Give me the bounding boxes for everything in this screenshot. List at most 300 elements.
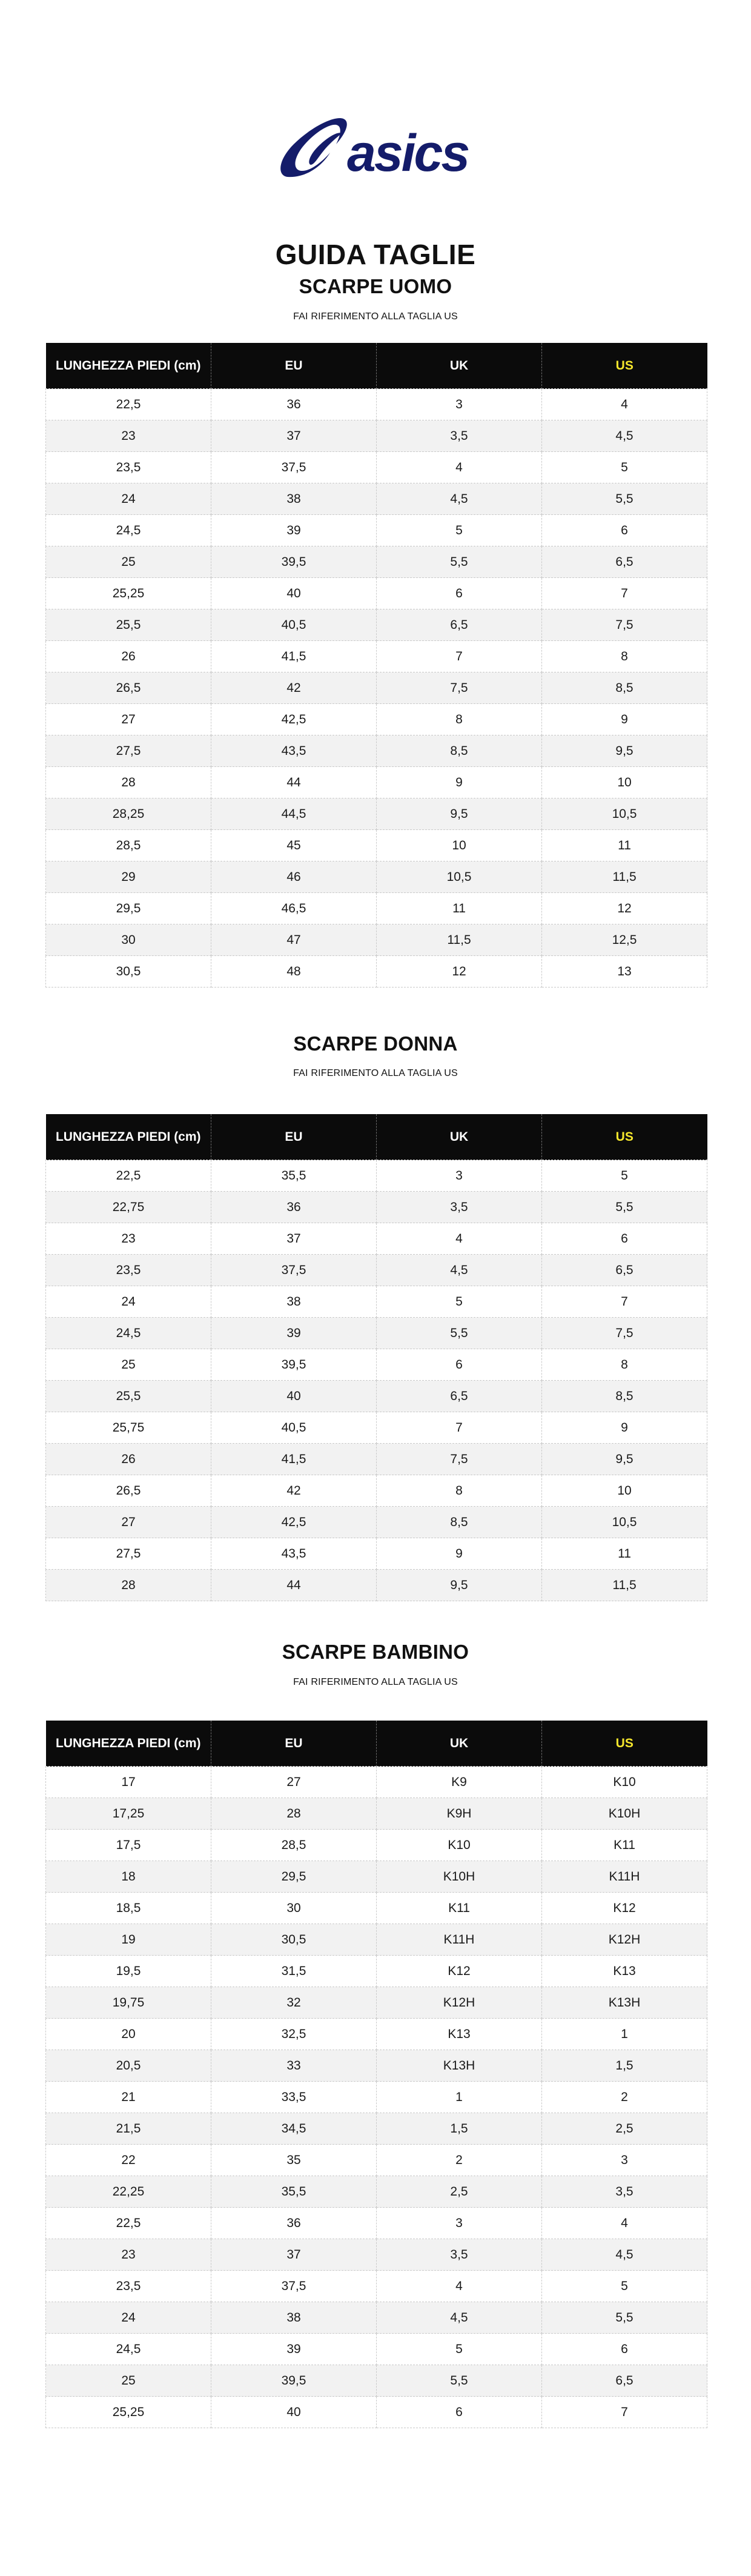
us-cell: K13H xyxy=(542,1987,707,2019)
eu-cell: 42,5 xyxy=(211,1507,377,1538)
uk-cell: 6,5 xyxy=(377,1381,542,1412)
uk-cell: K9 xyxy=(377,1767,542,1798)
uk-cell: 10 xyxy=(377,830,542,861)
uk-cell: 8 xyxy=(377,1475,542,1507)
table-row xyxy=(46,1893,707,1924)
us-cell: 7 xyxy=(542,578,707,609)
eu-cell: 42 xyxy=(211,672,377,704)
us-cell: K10H xyxy=(542,1798,707,1830)
table-row xyxy=(46,1538,707,1570)
us-cell: 3 xyxy=(542,2145,707,2176)
eu-cell: 39,5 xyxy=(211,2365,377,2397)
women-section-subtitle: FAI RIFERIMENTO ALLA TAGLIA US xyxy=(293,1068,458,1078)
table-row xyxy=(46,1475,707,1507)
men-section-subtitle: FAI RIFERIMENTO ALLA TAGLIA US xyxy=(293,311,458,322)
eu-cell: 35,5 xyxy=(211,2176,377,2208)
us-cell: 10 xyxy=(542,1475,707,1507)
foot-length-cell: 23,5 xyxy=(46,2271,211,2302)
foot-length-cell: 26 xyxy=(46,641,211,672)
us-cell: 9 xyxy=(542,1412,707,1444)
table-row xyxy=(46,1223,707,1255)
table-row xyxy=(46,2113,707,2145)
foot-length-cell: 22,5 xyxy=(46,389,211,420)
us-cell: 4,5 xyxy=(542,420,707,452)
us-cell: 1 xyxy=(542,2019,707,2050)
table-row xyxy=(46,1987,707,2019)
uk-cell: 7 xyxy=(377,1412,542,1444)
women-size-table xyxy=(45,1114,707,1601)
uk-cell: K10H xyxy=(377,1861,542,1893)
header-eu: EU xyxy=(211,343,377,389)
us-cell: 3,5 xyxy=(542,2176,707,2208)
us-cell: 10,5 xyxy=(542,1507,707,1538)
foot-length-cell: 26 xyxy=(46,1444,211,1475)
table-row xyxy=(46,1381,707,1412)
header-us: US xyxy=(542,1114,707,1160)
eu-cell: 44,5 xyxy=(211,798,377,830)
eu-cell: 39 xyxy=(211,1318,377,1349)
eu-cell: 41,5 xyxy=(211,1444,377,1475)
table-row xyxy=(46,1286,707,1318)
table-row xyxy=(46,578,707,609)
us-cell: 8,5 xyxy=(542,1381,707,1412)
us-cell: 6 xyxy=(542,1223,707,1255)
eu-cell: 44 xyxy=(211,767,377,798)
eu-cell: 32,5 xyxy=(211,2019,377,2050)
us-cell: 5,5 xyxy=(542,2302,707,2334)
eu-cell: 39 xyxy=(211,515,377,546)
page-title: GUIDA TAGLIE xyxy=(275,239,476,270)
eu-cell: 30 xyxy=(211,1893,377,1924)
us-cell: 4 xyxy=(542,389,707,420)
foot-length-cell: 17,5 xyxy=(46,1830,211,1861)
foot-length-cell: 24,5 xyxy=(46,2334,211,2365)
women-table-body xyxy=(46,1160,707,1601)
eu-cell: 36 xyxy=(211,1192,377,1223)
us-cell: 7 xyxy=(542,1286,707,1318)
foot-length-cell: 28 xyxy=(46,767,211,798)
table-row xyxy=(46,641,707,672)
eu-cell: 37,5 xyxy=(211,2271,377,2302)
table-row xyxy=(46,2271,707,2302)
table-row xyxy=(46,483,707,515)
foot-length-cell: 24 xyxy=(46,2302,211,2334)
table-row xyxy=(46,1192,707,1223)
eu-cell: 36 xyxy=(211,2208,377,2239)
table-row xyxy=(46,672,707,704)
us-cell: 5,5 xyxy=(542,1192,707,1223)
uk-cell: 11 xyxy=(377,893,542,925)
us-cell: 4,5 xyxy=(542,2239,707,2271)
uk-cell: 6 xyxy=(377,578,542,609)
eu-cell: 31,5 xyxy=(211,1956,377,1987)
table-row xyxy=(46,861,707,893)
us-cell: 8,5 xyxy=(542,672,707,704)
asics-logo xyxy=(0,113,751,182)
eu-cell: 43,5 xyxy=(211,735,377,767)
table-row xyxy=(46,2019,707,2050)
table-row xyxy=(46,1956,707,1987)
men-table-body xyxy=(46,389,707,988)
foot-length-cell: 17 xyxy=(46,1767,211,1798)
women-section-title: SCARPE DONNA xyxy=(293,1032,458,1055)
eu-cell: 46 xyxy=(211,861,377,893)
us-cell: 13 xyxy=(542,956,707,988)
eu-cell: 32 xyxy=(211,1987,377,2019)
uk-cell: 1,5 xyxy=(377,2113,542,2145)
foot-length-cell: 26,5 xyxy=(46,1475,211,1507)
eu-cell: 37 xyxy=(211,1223,377,1255)
uk-cell: 1 xyxy=(377,2082,542,2113)
uk-cell: 9 xyxy=(377,767,542,798)
foot-length-cell: 27,5 xyxy=(46,1538,211,1570)
foot-length-cell: 25 xyxy=(46,2365,211,2397)
table-row xyxy=(46,925,707,956)
us-cell: 8 xyxy=(542,1349,707,1381)
table-row xyxy=(46,956,707,988)
table-row xyxy=(46,1349,707,1381)
eu-cell: 37 xyxy=(211,420,377,452)
us-cell: K11H xyxy=(542,1861,707,1893)
uk-cell: 3,5 xyxy=(377,420,542,452)
eu-cell: 30,5 xyxy=(211,1924,377,1956)
table-row xyxy=(46,389,707,420)
eu-cell: 42 xyxy=(211,1475,377,1507)
uk-cell: 9,5 xyxy=(377,798,542,830)
table-row xyxy=(46,2208,707,2239)
eu-cell: 40,5 xyxy=(211,1412,377,1444)
foot-length-cell: 29,5 xyxy=(46,893,211,925)
eu-cell: 29,5 xyxy=(211,1861,377,1893)
foot-length-cell: 28,5 xyxy=(46,830,211,861)
table-row xyxy=(46,1318,707,1349)
eu-cell: 42,5 xyxy=(211,704,377,735)
uk-cell: 4,5 xyxy=(377,2302,542,2334)
us-cell: 11 xyxy=(542,1538,707,1570)
us-cell: 5,5 xyxy=(542,483,707,515)
us-cell: 2,5 xyxy=(542,2113,707,2145)
uk-cell: 8,5 xyxy=(377,735,542,767)
eu-cell: 39,5 xyxy=(211,1349,377,1381)
us-cell: K12H xyxy=(542,1924,707,1956)
uk-cell: K12H xyxy=(377,1987,542,2019)
foot-length-cell: 29 xyxy=(46,861,211,893)
table-row xyxy=(46,420,707,452)
us-cell: 5 xyxy=(542,452,707,483)
uk-cell: 8,5 xyxy=(377,1507,542,1538)
foot-length-cell: 22,75 xyxy=(46,1192,211,1223)
eu-cell: 40 xyxy=(211,578,377,609)
eu-cell: 40 xyxy=(211,1381,377,1412)
us-cell: 6,5 xyxy=(542,1255,707,1286)
foot-length-cell: 25,75 xyxy=(46,1412,211,1444)
uk-cell: K11 xyxy=(377,1893,542,1924)
uk-cell: K10 xyxy=(377,1830,542,1861)
table-row xyxy=(46,798,707,830)
table-row xyxy=(46,1830,707,1861)
table-row xyxy=(46,1412,707,1444)
header-uk: UK xyxy=(377,1114,542,1160)
foot-length-cell: 25,25 xyxy=(46,578,211,609)
foot-length-cell: 28 xyxy=(46,1570,211,1601)
table-row xyxy=(46,2145,707,2176)
uk-cell: K13 xyxy=(377,2019,542,2050)
foot-length-cell: 19,5 xyxy=(46,1956,211,1987)
uk-cell: K9H xyxy=(377,1798,542,1830)
uk-cell: 3 xyxy=(377,389,542,420)
foot-length-cell: 23,5 xyxy=(46,1255,211,1286)
us-cell: 7,5 xyxy=(542,609,707,641)
eu-cell: 43,5 xyxy=(211,1538,377,1570)
foot-length-cell: 18 xyxy=(46,1861,211,1893)
foot-length-cell: 23,5 xyxy=(46,452,211,483)
table-row xyxy=(46,2176,707,2208)
foot-length-cell: 24 xyxy=(46,483,211,515)
table-row xyxy=(46,2050,707,2082)
uk-cell: 7,5 xyxy=(377,1444,542,1475)
uk-cell: 9,5 xyxy=(377,1570,542,1601)
header-foot-length: LUNGHEZZA PIEDI (cm) xyxy=(46,343,211,389)
uk-cell: 4 xyxy=(377,1223,542,1255)
uk-cell: 3 xyxy=(377,2208,542,2239)
kids-section-subtitle: FAI RIFERIMENTO ALLA TAGLIA US xyxy=(293,1677,458,1687)
eu-cell: 38 xyxy=(211,483,377,515)
foot-length-cell: 27 xyxy=(46,704,211,735)
foot-length-cell: 25,25 xyxy=(46,2397,211,2428)
us-cell: 6 xyxy=(542,515,707,546)
foot-length-cell: 22,5 xyxy=(46,1160,211,1192)
us-cell: 11 xyxy=(542,830,707,861)
uk-cell: 6 xyxy=(377,2397,542,2428)
foot-length-cell: 25,5 xyxy=(46,609,211,641)
foot-length-cell: 21 xyxy=(46,2082,211,2113)
men-size-table xyxy=(45,343,707,988)
table-row xyxy=(46,735,707,767)
table-row xyxy=(46,893,707,925)
eu-cell: 39 xyxy=(211,2334,377,2365)
uk-cell: 4,5 xyxy=(377,483,542,515)
us-cell: 5 xyxy=(542,1160,707,1192)
foot-length-cell: 19,75 xyxy=(46,1987,211,2019)
header-uk: UK xyxy=(377,1721,542,1767)
table-row xyxy=(46,830,707,861)
header-foot-length: LUNGHEZZA PIEDI (cm) xyxy=(46,1721,211,1767)
uk-cell: 2 xyxy=(377,2145,542,2176)
table-row xyxy=(46,1798,707,1830)
us-cell: 10 xyxy=(542,767,707,798)
uk-cell: K12 xyxy=(377,1956,542,1987)
eu-cell: 27 xyxy=(211,1767,377,1798)
eu-cell: 37,5 xyxy=(211,452,377,483)
uk-cell: 3,5 xyxy=(377,2239,542,2271)
eu-cell: 38 xyxy=(211,2302,377,2334)
foot-length-cell: 22,25 xyxy=(46,2176,211,2208)
foot-length-cell: 28,25 xyxy=(46,798,211,830)
eu-cell: 47 xyxy=(211,925,377,956)
foot-length-cell: 17,25 xyxy=(46,1798,211,1830)
uk-cell: 12 xyxy=(377,956,542,988)
table-row xyxy=(46,1570,707,1601)
uk-cell: 7,5 xyxy=(377,672,542,704)
foot-length-cell: 20,5 xyxy=(46,2050,211,2082)
us-cell: 6,5 xyxy=(542,546,707,578)
foot-length-cell: 26,5 xyxy=(46,672,211,704)
foot-length-cell: 30,5 xyxy=(46,956,211,988)
header-foot-length: LUNGHEZZA PIEDI (cm) xyxy=(46,1114,211,1160)
table-row xyxy=(46,1444,707,1475)
foot-length-cell: 18,5 xyxy=(46,1893,211,1924)
table-row xyxy=(46,2365,707,2397)
uk-cell: 3,5 xyxy=(377,1192,542,1223)
asics-logo-mark xyxy=(276,113,475,182)
table-row xyxy=(46,2302,707,2334)
table-row xyxy=(46,2082,707,2113)
us-cell: 11,5 xyxy=(542,1570,707,1601)
table-row xyxy=(46,452,707,483)
foot-length-cell: 27,5 xyxy=(46,735,211,767)
uk-cell: 4,5 xyxy=(377,1255,542,1286)
foot-length-cell: 20 xyxy=(46,2019,211,2050)
table-row xyxy=(46,546,707,578)
uk-cell: 5,5 xyxy=(377,2365,542,2397)
foot-length-cell: 30 xyxy=(46,925,211,956)
foot-length-cell: 25,5 xyxy=(46,1381,211,1412)
us-cell: 10,5 xyxy=(542,798,707,830)
us-cell: K12 xyxy=(542,1893,707,1924)
us-cell: 9 xyxy=(542,704,707,735)
uk-cell: 8 xyxy=(377,704,542,735)
header-eu: EU xyxy=(211,1114,377,1160)
uk-cell: 2,5 xyxy=(377,2176,542,2208)
foot-length-cell: 25 xyxy=(46,546,211,578)
men-section-title: SCARPE UOMO xyxy=(299,275,452,297)
us-cell: 4 xyxy=(542,2208,707,2239)
eu-cell: 48 xyxy=(211,956,377,988)
uk-cell: 5 xyxy=(377,1286,542,1318)
table-header-row xyxy=(46,1721,707,1767)
header-uk: UK xyxy=(377,343,542,389)
foot-length-cell: 25 xyxy=(46,1349,211,1381)
uk-cell: 5 xyxy=(377,2334,542,2365)
foot-length-cell: 22,5 xyxy=(46,2208,211,2239)
eu-cell: 33,5 xyxy=(211,2082,377,2113)
foot-length-cell: 19 xyxy=(46,1924,211,1956)
foot-length-cell: 24,5 xyxy=(46,515,211,546)
eu-cell: 35,5 xyxy=(211,1160,377,1192)
uk-cell: 9 xyxy=(377,1538,542,1570)
us-cell: K13 xyxy=(542,1956,707,1987)
us-cell: 5 xyxy=(542,2271,707,2302)
eu-cell: 45 xyxy=(211,830,377,861)
table-row xyxy=(46,704,707,735)
foot-length-cell: 23 xyxy=(46,2239,211,2271)
foot-length-cell: 24,5 xyxy=(46,1318,211,1349)
us-cell: 6,5 xyxy=(542,2365,707,2397)
us-cell: 7,5 xyxy=(542,1318,707,1349)
eu-cell: 36 xyxy=(211,389,377,420)
table-row xyxy=(46,2334,707,2365)
table-row xyxy=(46,1861,707,1893)
uk-cell: 5 xyxy=(377,515,542,546)
foot-length-cell: 27 xyxy=(46,1507,211,1538)
eu-cell: 37 xyxy=(211,2239,377,2271)
us-cell: 7 xyxy=(542,2397,707,2428)
uk-cell: 10,5 xyxy=(377,861,542,893)
foot-length-cell: 23 xyxy=(46,420,211,452)
us-cell: K10 xyxy=(542,1767,707,1798)
uk-cell: K11H xyxy=(377,1924,542,1956)
us-cell: 2 xyxy=(542,2082,707,2113)
foot-length-cell: 21,5 xyxy=(46,2113,211,2145)
us-cell: 1,5 xyxy=(542,2050,707,2082)
us-cell: 6 xyxy=(542,2334,707,2365)
uk-cell: 4 xyxy=(377,452,542,483)
table-row xyxy=(46,515,707,546)
uk-cell: 5,5 xyxy=(377,1318,542,1349)
header-us: US xyxy=(542,343,707,389)
kids-size-table xyxy=(45,1721,707,2428)
us-cell: 12,5 xyxy=(542,925,707,956)
eu-cell: 38 xyxy=(211,1286,377,1318)
uk-cell: 7 xyxy=(377,641,542,672)
foot-length-cell: 22 xyxy=(46,2145,211,2176)
foot-length-cell: 24 xyxy=(46,1286,211,1318)
eu-cell: 46,5 xyxy=(211,893,377,925)
eu-cell: 44 xyxy=(211,1570,377,1601)
eu-cell: 34,5 xyxy=(211,2113,377,2145)
us-cell: 12 xyxy=(542,893,707,925)
kids-section-title: SCARPE BAMBINO xyxy=(282,1641,469,1663)
eu-cell: 39,5 xyxy=(211,546,377,578)
uk-cell: 6 xyxy=(377,1349,542,1381)
table-row xyxy=(46,767,707,798)
table-row xyxy=(46,1767,707,1798)
table-row xyxy=(46,2397,707,2428)
eu-cell: 37,5 xyxy=(211,1255,377,1286)
uk-cell: 6,5 xyxy=(377,609,542,641)
eu-cell: 28,5 xyxy=(211,1830,377,1861)
table-row xyxy=(46,2239,707,2271)
table-row xyxy=(46,1924,707,1956)
us-cell: 8 xyxy=(542,641,707,672)
asics-logo-text: asics xyxy=(347,124,469,182)
us-cell: K11 xyxy=(542,1830,707,1861)
foot-length-cell: 23 xyxy=(46,1223,211,1255)
uk-cell: 5,5 xyxy=(377,546,542,578)
us-cell: 11,5 xyxy=(542,861,707,893)
eu-cell: 41,5 xyxy=(211,641,377,672)
eu-cell: 33 xyxy=(211,2050,377,2082)
table-row xyxy=(46,1255,707,1286)
eu-cell: 28 xyxy=(211,1798,377,1830)
header-eu: EU xyxy=(211,1721,377,1767)
eu-cell: 40,5 xyxy=(211,609,377,641)
us-cell: 9,5 xyxy=(542,1444,707,1475)
eu-cell: 40 xyxy=(211,2397,377,2428)
uk-cell: 4 xyxy=(377,2271,542,2302)
us-cell: 9,5 xyxy=(542,735,707,767)
uk-cell: K13H xyxy=(377,2050,542,2082)
uk-cell: 3 xyxy=(377,1160,542,1192)
table-row xyxy=(46,609,707,641)
kids-table-body xyxy=(46,1767,707,2428)
table-header-row xyxy=(46,343,707,389)
table-row xyxy=(46,1160,707,1192)
table-row xyxy=(46,1507,707,1538)
uk-cell: 11,5 xyxy=(377,925,542,956)
table-header-row xyxy=(46,1114,707,1160)
eu-cell: 35 xyxy=(211,2145,377,2176)
